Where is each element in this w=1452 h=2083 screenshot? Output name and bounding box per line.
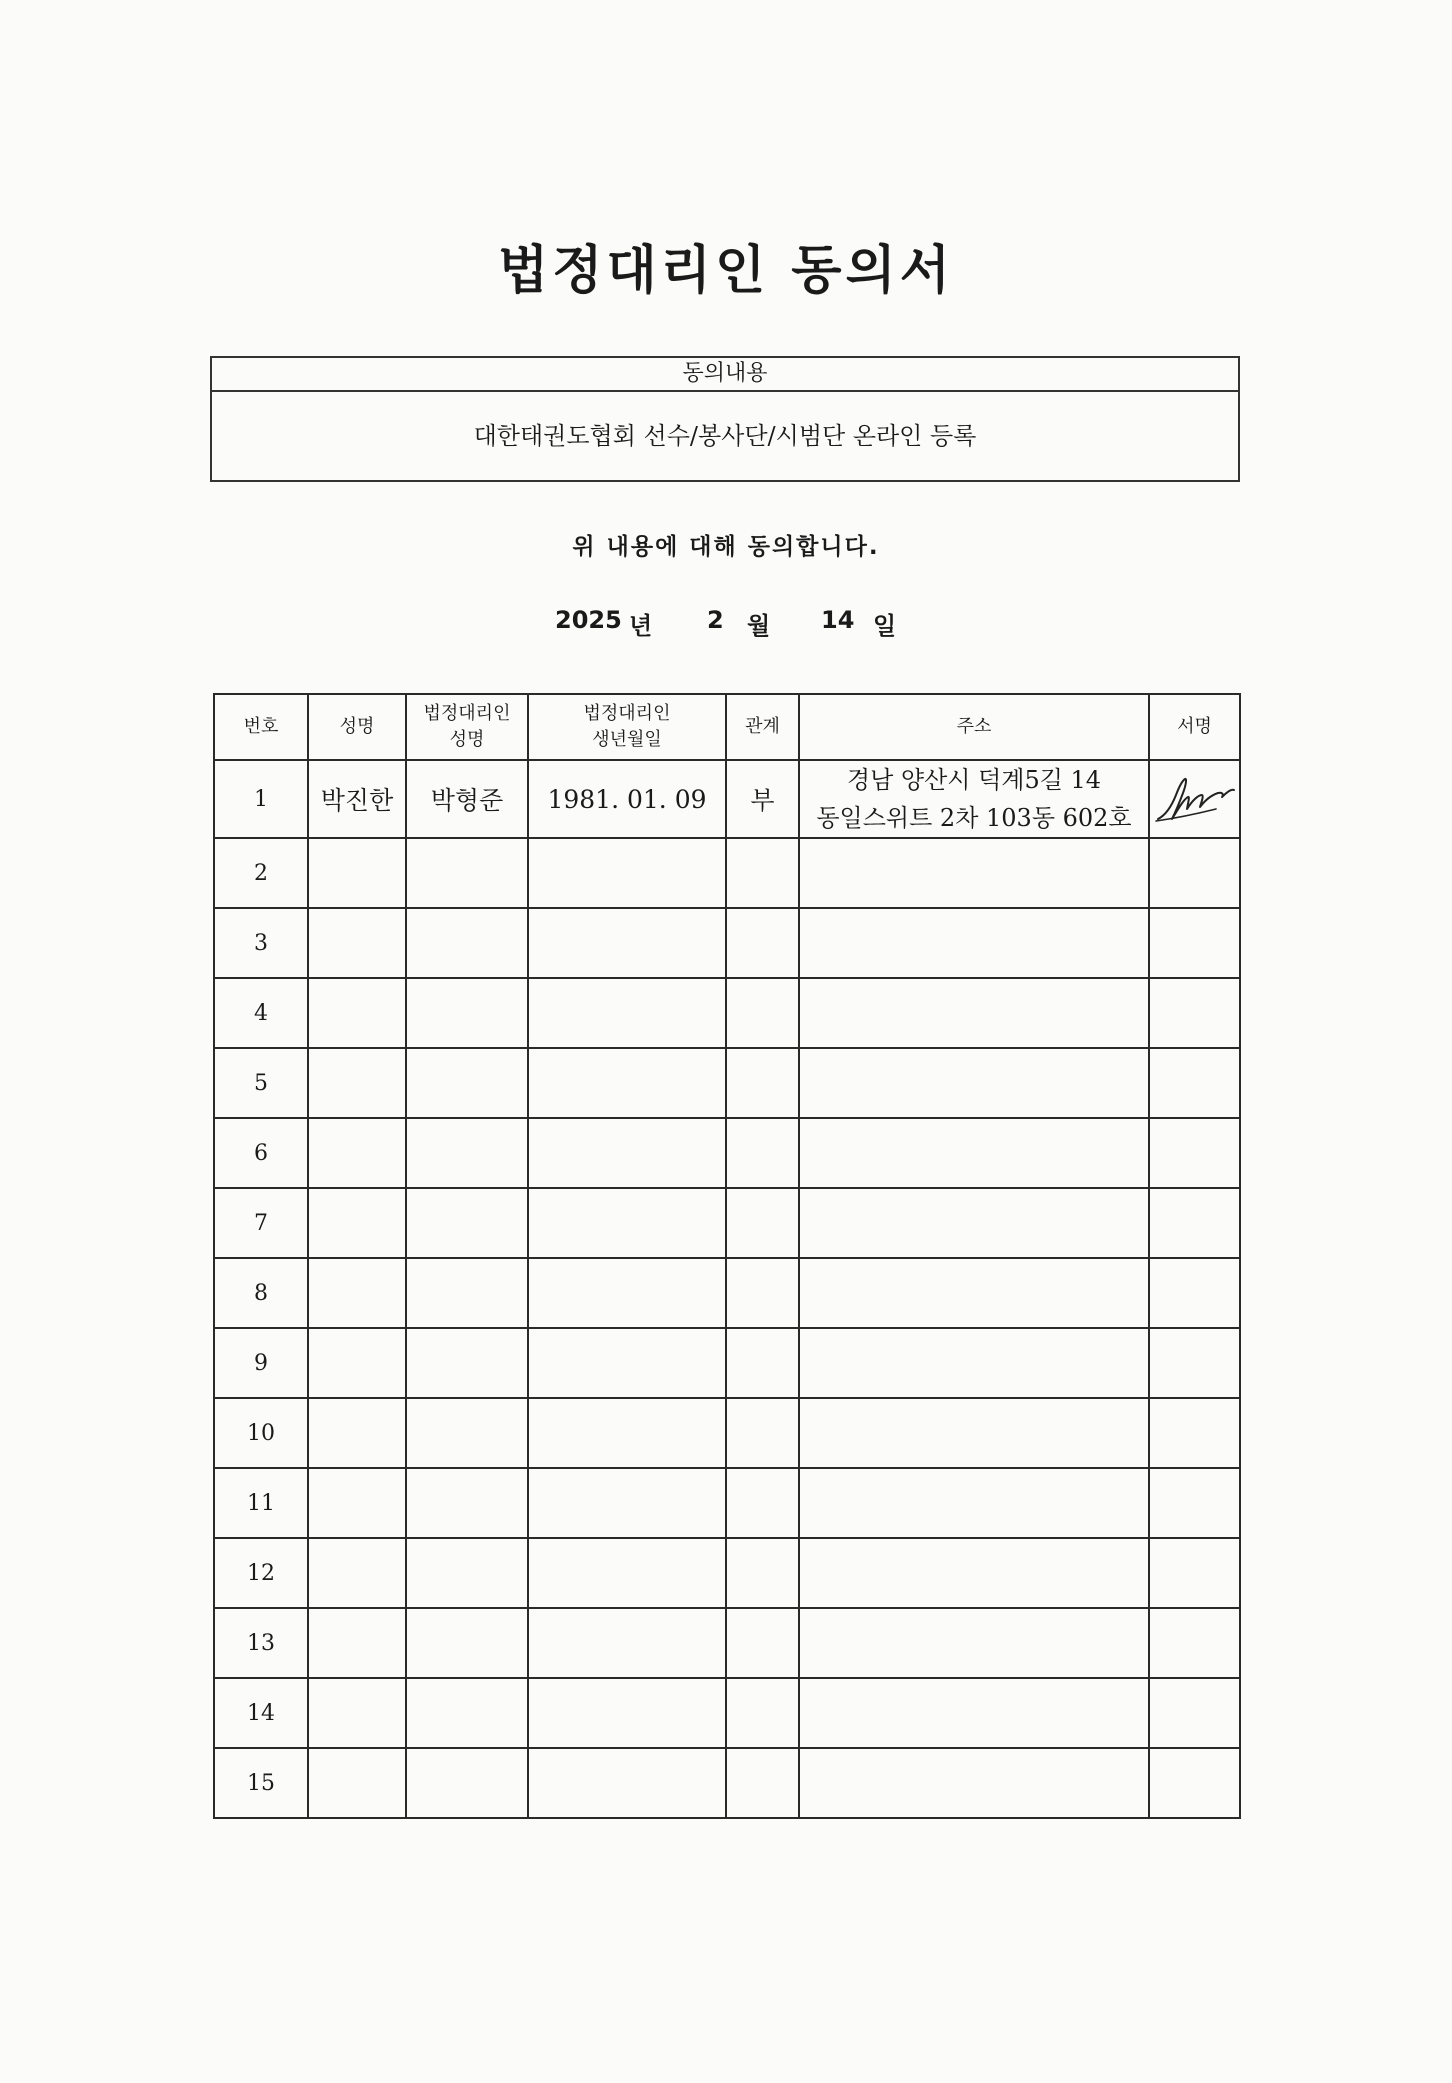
- cell-signature: [1149, 1468, 1240, 1538]
- header-relation: 관계: [726, 694, 799, 760]
- cell-guardian-birth: [528, 978, 726, 1048]
- cell-guardian-name: [406, 1258, 528, 1328]
- cell-guardian-birth: [528, 1608, 726, 1678]
- cell-signature: [1149, 978, 1240, 1048]
- cell-relation: [726, 1748, 799, 1818]
- header-name: 성명: [308, 694, 406, 760]
- table-row: [214, 1188, 1240, 1258]
- cell-signature: [1149, 1398, 1240, 1468]
- cell-no: 8: [214, 1258, 308, 1328]
- cell-no: 3: [214, 908, 308, 978]
- table-row: [214, 978, 1240, 1048]
- header-signature: 서명: [1149, 694, 1240, 760]
- cell-address: [799, 1048, 1149, 1118]
- table-row: [214, 1118, 1240, 1188]
- cell-no: 5: [214, 1048, 308, 1118]
- date-year-unit: 년: [629, 612, 653, 640]
- cell-name: [308, 1258, 406, 1328]
- cell-guardian-birth: [528, 1328, 726, 1398]
- header-guardian-birth: 법정대리인 생년월일: [528, 694, 726, 760]
- cell-no: 15: [214, 1748, 308, 1818]
- cell-guardian-birth: [528, 838, 726, 908]
- cell-name: [308, 1608, 406, 1678]
- cell-name: [308, 908, 406, 978]
- cell-no: 2: [214, 838, 308, 908]
- table-row: [214, 1748, 1240, 1818]
- cell-signature: [1149, 1328, 1240, 1398]
- consent-box: [210, 356, 1240, 482]
- cell-guardian-name: [406, 908, 528, 978]
- address-line-2: 동일스위트 2차 103동 602호: [816, 804, 1132, 832]
- cell-no: 14: [214, 1678, 308, 1748]
- cell-name: [308, 1398, 406, 1468]
- cell-relation: [726, 1538, 799, 1608]
- cell-relation: [726, 1468, 799, 1538]
- cell-signature: [1149, 1678, 1240, 1748]
- guardian-roster-table: [213, 693, 1241, 1819]
- document-title: 법정대리인 동의서: [498, 241, 954, 301]
- table-row: [214, 1398, 1240, 1468]
- cell-name: 박진한: [308, 760, 406, 838]
- cell-address: [799, 1398, 1149, 1468]
- cell-signature: [1149, 838, 1240, 908]
- cell-guardian-name: [406, 1398, 528, 1468]
- cell-signature: [1149, 908, 1240, 978]
- cell-signature: [1149, 1188, 1240, 1258]
- cell-guardian-name: [406, 838, 528, 908]
- header-address: 주소: [799, 694, 1149, 760]
- table-row: [214, 1258, 1240, 1328]
- cell-address: [799, 760, 1149, 838]
- cell-address: [799, 908, 1149, 978]
- cell-no: 1: [214, 760, 308, 838]
- cell-address: [799, 1328, 1149, 1398]
- cell-guardian-name: [406, 1748, 528, 1818]
- cell-signature: [1149, 1538, 1240, 1608]
- cell-relation: [726, 838, 799, 908]
- cell-guardian-birth: 1981. 01. 09: [528, 760, 726, 838]
- cell-no: 13: [214, 1608, 308, 1678]
- cell-guardian-name: [406, 1328, 528, 1398]
- cell-no: 10: [214, 1398, 308, 1468]
- header-no: 번호: [214, 694, 308, 760]
- cell-guardian-birth: [528, 1398, 726, 1468]
- cell-guardian-birth: [528, 1048, 726, 1118]
- cell-guardian-name: [406, 1608, 528, 1678]
- cell-address: [799, 1538, 1149, 1608]
- cell-address: [799, 1188, 1149, 1258]
- consent-content: 대한태권도협회 선수/봉사단/시범단 온라인 등록: [473, 422, 977, 450]
- cell-relation: [726, 1048, 799, 1118]
- cell-name: [308, 1748, 406, 1818]
- cell-signature: [1149, 1118, 1240, 1188]
- cell-guardian-birth: [528, 1748, 726, 1818]
- table-row: [214, 838, 1240, 908]
- cell-name: [308, 838, 406, 908]
- cell-name: [308, 1048, 406, 1118]
- cell-guardian-birth: [528, 1118, 726, 1188]
- cell-address: [799, 1748, 1149, 1818]
- cell-guardian-name: [406, 978, 528, 1048]
- cell-guardian-name: [406, 1048, 528, 1118]
- table-row: [214, 1678, 1240, 1748]
- cell-name: [308, 1678, 406, 1748]
- address-line-1: 경남 양산시 덕계5길 14: [846, 766, 1102, 794]
- table-row: [214, 1608, 1240, 1678]
- cell-no: 9: [214, 1328, 308, 1398]
- cell-address: [799, 1118, 1149, 1188]
- table-row: [214, 908, 1240, 978]
- cell-guardian-birth: [528, 1188, 726, 1258]
- cell-guardian-name: [406, 1468, 528, 1538]
- cell-guardian-name: [406, 1118, 528, 1188]
- cell-name: [308, 1118, 406, 1188]
- date-year: 2025: [555, 606, 622, 634]
- handwritten-signature: [1152, 769, 1238, 829]
- cell-no: 6: [214, 1118, 308, 1188]
- table-row: [214, 1048, 1240, 1118]
- cell-relation: [726, 1258, 799, 1328]
- cell-relation: [726, 1608, 799, 1678]
- header-guardian-name: 법정대리인 성명: [406, 694, 528, 760]
- table-header-row: [214, 694, 1240, 760]
- cell-address: [799, 838, 1149, 908]
- cell-relation: [726, 978, 799, 1048]
- cell-address: [799, 1678, 1149, 1748]
- table-row: [214, 1538, 1240, 1608]
- cell-name: [308, 978, 406, 1048]
- cell-no: 11: [214, 1468, 308, 1538]
- consent-header: 동의내용: [212, 358, 1238, 392]
- cell-signature: [1149, 760, 1240, 838]
- cell-relation: 부: [726, 760, 799, 838]
- cell-relation: [726, 1188, 799, 1258]
- cell-no: 4: [214, 978, 308, 1048]
- date-month: 2: [707, 606, 724, 634]
- cell-address: [799, 1468, 1149, 1538]
- cell-name: [308, 1468, 406, 1538]
- cell-signature: [1149, 1048, 1240, 1118]
- cell-name: [308, 1538, 406, 1608]
- cell-guardian-name: [406, 1538, 528, 1608]
- cell-no: 7: [214, 1188, 308, 1258]
- agreement-statement: 위 내용에 대해 동의합니다.: [572, 534, 880, 560]
- cell-guardian-birth: [528, 1468, 726, 1538]
- cell-address: [799, 978, 1149, 1048]
- cell-guardian-name: [406, 1188, 528, 1258]
- cell-relation: [726, 1328, 799, 1398]
- date-day: 14: [821, 606, 855, 634]
- cell-guardian-name: 박형준: [406, 760, 528, 838]
- cell-relation: [726, 1118, 799, 1188]
- table-row: [214, 1468, 1240, 1538]
- cell-relation: [726, 1398, 799, 1468]
- cell-no: 12: [214, 1538, 308, 1608]
- date-month-unit: 월: [747, 612, 771, 640]
- cell-signature: [1149, 1608, 1240, 1678]
- cell-guardian-birth: [528, 1538, 726, 1608]
- cell-relation: [726, 908, 799, 978]
- cell-guardian-birth: [528, 1678, 726, 1748]
- cell-signature: [1149, 1258, 1240, 1328]
- cell-address: [799, 1258, 1149, 1328]
- table-row: [214, 1328, 1240, 1398]
- cell-name: [308, 1188, 406, 1258]
- cell-relation: [726, 1678, 799, 1748]
- cell-signature: [1149, 1748, 1240, 1818]
- cell-name: [308, 1328, 406, 1398]
- cell-guardian-birth: [528, 908, 726, 978]
- cell-guardian-birth: [528, 1258, 726, 1328]
- table-row: [214, 760, 1240, 838]
- date-day-unit: 일: [873, 612, 897, 640]
- cell-address: [799, 1608, 1149, 1678]
- cell-guardian-name: [406, 1678, 528, 1748]
